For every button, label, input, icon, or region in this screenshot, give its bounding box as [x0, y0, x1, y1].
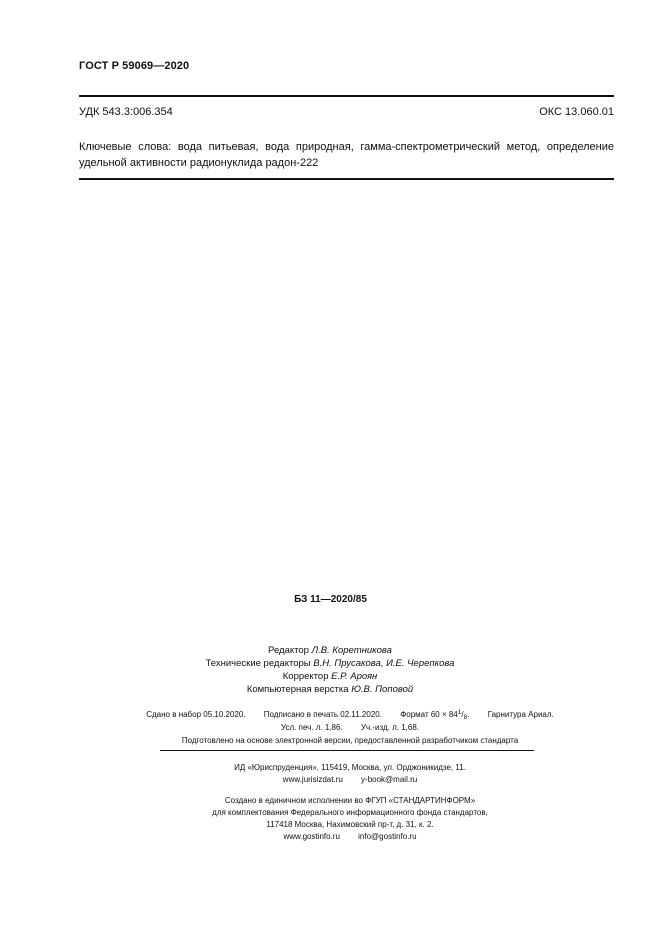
bz-number: БЗ 11—2020/85	[294, 594, 367, 605]
creator-block	[90, 795, 610, 843]
creator-website-link[interactable]: www.gostinfo.ru	[283, 832, 340, 841]
corrector-line	[140, 670, 520, 683]
created-line-2: для комплектования Федерального информационного фонда стандартов,	[212, 808, 488, 817]
top-divider	[79, 95, 614, 97]
print-sheets: Усл. печ. л. 1,86.	[280, 723, 343, 732]
created-line-1: Создано в единичном исполнении во ФГУП «СТАНДАРТИНФОРМ»	[224, 796, 476, 805]
print-details-line2	[90, 722, 610, 734]
layout-name: Ю.В. Поповой	[351, 684, 414, 695]
corrector-name: Е.Р. Ароян	[331, 671, 378, 682]
publishing-sheets: Уч.-изд. л. 1,68.	[360, 723, 420, 732]
tech-editors-label: Технические редакторы	[205, 658, 311, 669]
editor-line	[140, 644, 520, 657]
typeface: Гарнитура Ариал.	[487, 710, 554, 719]
created-line-3: 117418 Москва, Нахимовский пр-т, д. 31, к. 2.	[266, 820, 434, 829]
oks-code: ОКС 13.060.01	[539, 106, 614, 118]
tech-editors-line	[140, 657, 520, 670]
prepared-note: Подготовлено на основе электронной версии, предоставленной разработчиком стандарта	[181, 736, 519, 745]
paper-format: Формат $60 \times 84^1/_8$.	[400, 709, 470, 721]
layout-label: Компьютерная верстка	[246, 684, 349, 695]
corrector-label: Корректор	[282, 671, 329, 682]
creator-email-link[interactable]: info@gostinfo.ru	[358, 832, 417, 841]
standard-code: ГОСТ Р 59069—2020	[79, 60, 190, 72]
creator-contacts	[90, 831, 610, 843]
editor-name: Л.В. Коретникова	[311, 645, 392, 656]
editor-label: Редактор	[268, 645, 309, 656]
submitted-date: Сдано в набор 05.10.2020.	[146, 710, 246, 719]
udk-code: УДК 543.3:006.354	[79, 106, 173, 118]
staff-credits	[140, 644, 520, 696]
publisher-email-link[interactable]: y-book@mail.ru	[361, 775, 418, 784]
print-details-line1	[90, 709, 610, 722]
keywords-divider	[79, 178, 614, 180]
publisher-address: ИД «Юриспруденция», 115419, Москва, ул. Орджоникидзе, 11.	[234, 763, 466, 772]
print-details	[90, 709, 610, 734]
publisher-contacts	[90, 774, 610, 786]
publisher-website-link[interactable]: www.jurisizdat.ru	[282, 775, 343, 784]
imprint-divider	[160, 750, 534, 751]
keywords-paragraph: Ключевые слова: вода питьевая, вода природная, гамма-спектрометрический метод, определение удельной активности радионуклида радон-222	[79, 141, 614, 169]
publisher-block	[90, 762, 610, 786]
layout-line	[140, 683, 520, 696]
signed-date: Подписано в печать 02.11.2020.	[263, 710, 382, 719]
tech-editors-names: В.Н. Прусакова, И.Е. Черепкова	[313, 658, 455, 669]
